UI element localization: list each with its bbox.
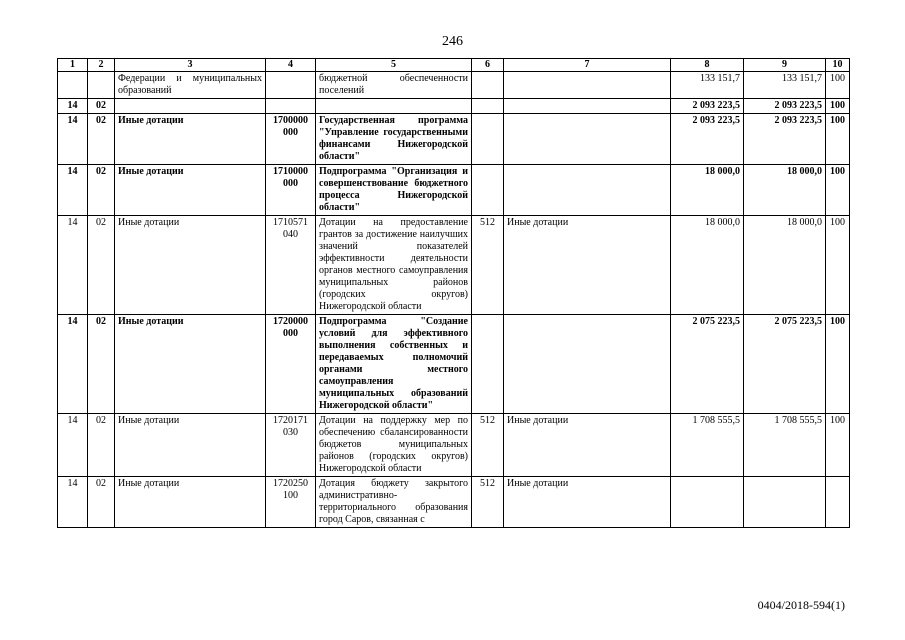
target-name-cell: Подпрограмма "Создание условий для эффективного выполнения собственных и передаваемых полномочий органами местного самоуправления муниципальных образований Нижегородской области" xyxy=(316,315,472,414)
target-code-cell: 1710571 040 xyxy=(266,216,316,315)
header-cell: 5 xyxy=(316,59,472,72)
header-cell: 4 xyxy=(266,59,316,72)
percent-cell: 100 xyxy=(826,165,850,216)
planned-amount-cell: 2 075 223,5 xyxy=(671,315,744,414)
header-cell: 9 xyxy=(744,59,826,72)
table-row xyxy=(58,99,850,114)
expense-type-name-cell xyxy=(504,165,671,216)
expense-type-code-cell xyxy=(472,165,504,216)
header-cell: 3 xyxy=(115,59,266,72)
header-cell: 6 xyxy=(472,59,504,72)
expense-type-code-cell: 512 xyxy=(472,477,504,528)
target-name-cell: бюджетной обеспеченности поселений xyxy=(316,72,472,99)
percent-cell: 100 xyxy=(826,114,850,165)
percent-cell: 100 xyxy=(826,99,850,114)
actual-amount-cell: 2 093 223,5 xyxy=(744,99,826,114)
subsection-code-cell: 02 xyxy=(88,114,115,165)
header-row xyxy=(58,59,850,72)
planned-amount-cell: 2 093 223,5 xyxy=(671,99,744,114)
budget-table xyxy=(57,58,850,528)
expense-type-name-cell: Иные дотации xyxy=(504,216,671,315)
planned-amount-cell: 18 000,0 xyxy=(671,165,744,216)
target-code-cell: 1720171 030 xyxy=(266,414,316,477)
table-row xyxy=(58,216,850,315)
subsection-name-cell: Иные дотации xyxy=(115,414,266,477)
expense-type-code-cell xyxy=(472,315,504,414)
target-name-cell: Подпрограмма "Организация и совершенствование бюджетного процесса Нижегородской области" xyxy=(316,165,472,216)
table-row xyxy=(58,165,850,216)
planned-amount-cell xyxy=(671,477,744,528)
expense-type-name-cell xyxy=(504,99,671,114)
subsection-code-cell: 02 xyxy=(88,414,115,477)
percent-cell xyxy=(826,477,850,528)
planned-amount-cell: 2 093 223,5 xyxy=(671,114,744,165)
actual-amount-cell xyxy=(744,477,826,528)
section-code-cell: 14 xyxy=(58,216,88,315)
section-code-cell: 14 xyxy=(58,114,88,165)
subsection-code-cell: 02 xyxy=(88,99,115,114)
header-cell: 10 xyxy=(826,59,850,72)
actual-amount-cell: 18 000,0 xyxy=(744,165,826,216)
target-name-cell: Дотации на предоставление грантов за достижение наилучших значений показателей эффективности деятельности органов местного самоуправления муниципальных районов (городских округов) Нижегородской области xyxy=(316,216,472,315)
planned-amount-cell: 1 708 555,5 xyxy=(671,414,744,477)
section-code-cell: 14 xyxy=(58,315,88,414)
section-code-cell: 14 xyxy=(58,414,88,477)
section-code-cell: 14 xyxy=(58,165,88,216)
subsection-code-cell: 02 xyxy=(88,477,115,528)
target-name-cell: Дотация бюджету закрытого административно-территориального образования город Саров, связанная с xyxy=(316,477,472,528)
expense-type-code-cell: 512 xyxy=(472,216,504,315)
expense-type-name-cell: Иные дотации xyxy=(504,477,671,528)
subsection-name-cell: Иные дотации xyxy=(115,216,266,315)
expense-type-name-cell xyxy=(504,114,671,165)
target-code-cell: 1710000 000 xyxy=(266,165,316,216)
target-name-cell: Государственная программа "Управление государственными финансами Нижегородской области" xyxy=(316,114,472,165)
header-cell: 8 xyxy=(671,59,744,72)
subsection-name-cell: Иные дотации xyxy=(115,114,266,165)
expense-type-name-cell: Иные дотации xyxy=(504,414,671,477)
table-row xyxy=(58,414,850,477)
header-cell: 1 xyxy=(58,59,88,72)
table-row xyxy=(58,477,850,528)
section-code-cell: 14 xyxy=(58,99,88,114)
expense-type-code-cell xyxy=(472,114,504,165)
target-code-cell: 1720000 000 xyxy=(266,315,316,414)
subsection-name-cell: Иные дотации xyxy=(115,477,266,528)
header-cell: 7 xyxy=(504,59,671,72)
expense-type-name-cell xyxy=(504,72,671,99)
table-row xyxy=(58,114,850,165)
percent-cell: 100 xyxy=(826,216,850,315)
target-code-cell xyxy=(266,99,316,114)
actual-amount-cell: 1 708 555,5 xyxy=(744,414,826,477)
expense-type-code-cell xyxy=(472,99,504,114)
table-row xyxy=(58,315,850,414)
planned-amount-cell: 133 151,7 xyxy=(671,72,744,99)
subsection-code-cell: 02 xyxy=(88,216,115,315)
target-code-cell xyxy=(266,72,316,99)
subsection-code-cell: 02 xyxy=(88,165,115,216)
percent-cell: 100 xyxy=(826,72,850,99)
section-code-cell xyxy=(58,72,88,99)
subsection-code-cell: 02 xyxy=(88,315,115,414)
target-code-cell: 1720250 100 xyxy=(266,477,316,528)
actual-amount-cell: 18 000,0 xyxy=(744,216,826,315)
target-name-cell: Дотации на поддержку мер по обеспечению сбалансированности бюджетов муниципальных районов (городских округов) Нижегородской области xyxy=(316,414,472,477)
expense-type-name-cell xyxy=(504,315,671,414)
target-name-cell xyxy=(316,99,472,114)
section-code-cell: 14 xyxy=(58,477,88,528)
subsection-name-cell: Иные дотации xyxy=(115,315,266,414)
subsection-code-cell xyxy=(88,72,115,99)
table-row xyxy=(58,72,850,99)
header-cell: 2 xyxy=(88,59,115,72)
expense-type-code-cell xyxy=(472,72,504,99)
actual-amount-cell: 133 151,7 xyxy=(744,72,826,99)
target-code-cell: 1700000 000 xyxy=(266,114,316,165)
planned-amount-cell: 18 000,0 xyxy=(671,216,744,315)
subsection-name-cell: Иные дотации xyxy=(115,165,266,216)
expense-type-code-cell: 512 xyxy=(472,414,504,477)
actual-amount-cell: 2 075 223,5 xyxy=(744,315,826,414)
page-number: 246 xyxy=(442,34,463,49)
subsection-name-cell: Федерации и муниципальных образований xyxy=(115,72,266,99)
percent-cell: 100 xyxy=(826,315,850,414)
subsection-name-cell xyxy=(115,99,266,114)
actual-amount-cell: 2 093 223,5 xyxy=(744,114,826,165)
percent-cell: 100 xyxy=(826,414,850,477)
document-code: 0404/2018-594(1) xyxy=(757,598,845,612)
